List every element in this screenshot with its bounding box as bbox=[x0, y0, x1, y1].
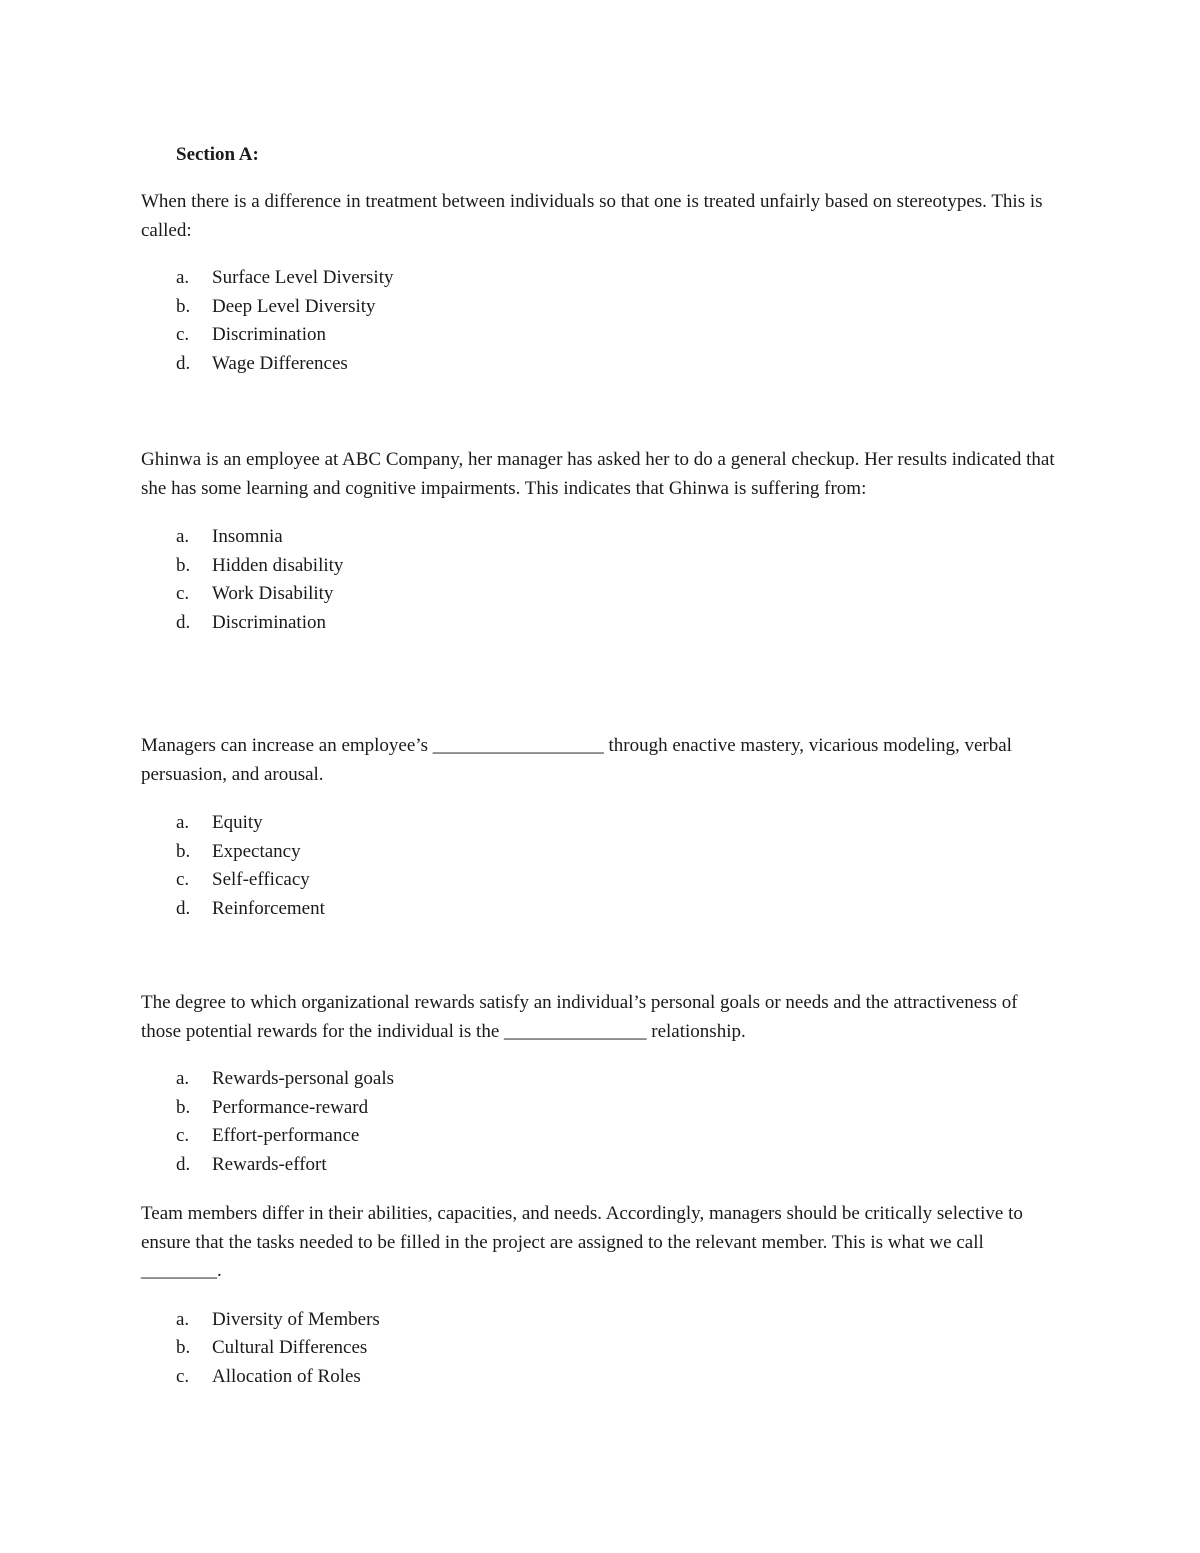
option-text: Work Disability bbox=[212, 583, 334, 604]
option-letter: a. bbox=[176, 812, 190, 833]
option-item bbox=[141, 1122, 1061, 1151]
question-5 bbox=[141, 1200, 1061, 1391]
option-letter: b. bbox=[176, 840, 191, 862]
question-2 bbox=[141, 446, 1061, 637]
option-text: Effort-performance bbox=[212, 1125, 360, 1146]
option-item bbox=[141, 1065, 1061, 1094]
option-item bbox=[141, 866, 1061, 895]
option-text: Deep Level Diversity bbox=[212, 295, 376, 317]
option-letter: d. bbox=[176, 352, 191, 374]
option-item bbox=[141, 350, 1061, 379]
option-item bbox=[141, 1334, 1061, 1363]
option-letter: b. bbox=[176, 1337, 191, 1358]
option-item bbox=[141, 1094, 1061, 1123]
option-letter: d. bbox=[176, 611, 191, 633]
option-letter: d. bbox=[176, 1153, 191, 1175]
option-text: Reinforcement bbox=[212, 897, 325, 919]
option-item bbox=[141, 895, 1061, 924]
question-4 bbox=[141, 989, 1061, 1179]
question-stem: The degree to which organizational rewards satisfy an individual’s personal goals or needs and the attractiveness of those potential rewards for the individual is the _______________ relationship. bbox=[141, 992, 1018, 1042]
option-text: Allocation of Roles bbox=[212, 1365, 361, 1387]
option-text: Discrimination bbox=[212, 324, 326, 345]
option-list bbox=[141, 523, 1061, 637]
option-item bbox=[141, 580, 1061, 609]
question-stem: Managers can increase an employee’s __________________ through enactive mastery, vicarious modeling, verbal persuasion, and arousal. bbox=[141, 735, 1012, 785]
option-letter: c. bbox=[176, 1365, 190, 1387]
option-list bbox=[141, 1306, 1061, 1392]
option-letter: a. bbox=[176, 1068, 190, 1089]
option-letter: c. bbox=[176, 869, 190, 890]
option-letter: c. bbox=[176, 583, 190, 604]
option-text: Expectancy bbox=[212, 840, 301, 862]
option-letter: b. bbox=[176, 1096, 191, 1118]
question-stem: When there is a difference in treatment between individuals so that one is treated unfairly based on stereotypes. This is called: bbox=[141, 191, 1043, 241]
option-letter: a. bbox=[176, 1308, 190, 1330]
option-text: Rewards-personal goals bbox=[212, 1068, 395, 1089]
option-text: Surface Level Diversity bbox=[212, 267, 394, 288]
option-item bbox=[141, 1363, 1061, 1392]
question-1 bbox=[141, 188, 1061, 378]
option-list bbox=[141, 809, 1061, 923]
option-text: Performance-reward bbox=[212, 1096, 369, 1118]
option-text: Diversity of Members bbox=[212, 1308, 380, 1330]
option-item bbox=[141, 264, 1061, 293]
question-stem: Team members differ in their abilities, capacities, and needs. Accordingly, managers should be critically selective to ensure that the tasks needed to be filled in the project are assigned to the relevant member. This is what we call ________. bbox=[141, 1203, 1023, 1281]
option-text: Wage Differences bbox=[212, 352, 348, 374]
option-letter: c. bbox=[176, 324, 190, 345]
option-item bbox=[141, 1151, 1061, 1180]
option-text: Equity bbox=[212, 812, 263, 833]
option-item bbox=[141, 321, 1061, 350]
option-item bbox=[141, 838, 1061, 867]
question-3 bbox=[141, 732, 1061, 923]
option-list bbox=[141, 264, 1061, 378]
option-text: Cultural Differences bbox=[212, 1337, 368, 1358]
option-text: Discrimination bbox=[212, 611, 326, 633]
option-text: Rewards-effort bbox=[212, 1153, 327, 1175]
option-item bbox=[141, 523, 1061, 552]
option-letter: b. bbox=[176, 554, 191, 576]
option-item bbox=[141, 809, 1061, 838]
option-letter: a. bbox=[176, 267, 190, 288]
option-letter: c. bbox=[176, 1125, 190, 1146]
option-text: Insomnia bbox=[212, 526, 283, 547]
option-item bbox=[141, 293, 1061, 322]
option-text: Hidden disability bbox=[212, 554, 344, 576]
option-letter: d. bbox=[176, 897, 191, 919]
option-list bbox=[141, 1065, 1061, 1179]
option-text: Self-efficacy bbox=[212, 869, 310, 890]
option-item bbox=[141, 552, 1061, 581]
option-letter: a. bbox=[176, 526, 190, 547]
option-item bbox=[141, 609, 1061, 638]
question-stem: Ghinwa is an employee at ABC Company, her manager has asked her to do a general checkup. Her results indicated that she has some learning and cognitive impairments. This indicates that Ghinwa is suffering from: bbox=[141, 449, 1055, 499]
section-title: Section A: bbox=[176, 144, 259, 165]
option-letter: b. bbox=[176, 295, 191, 317]
option-item bbox=[141, 1306, 1061, 1335]
